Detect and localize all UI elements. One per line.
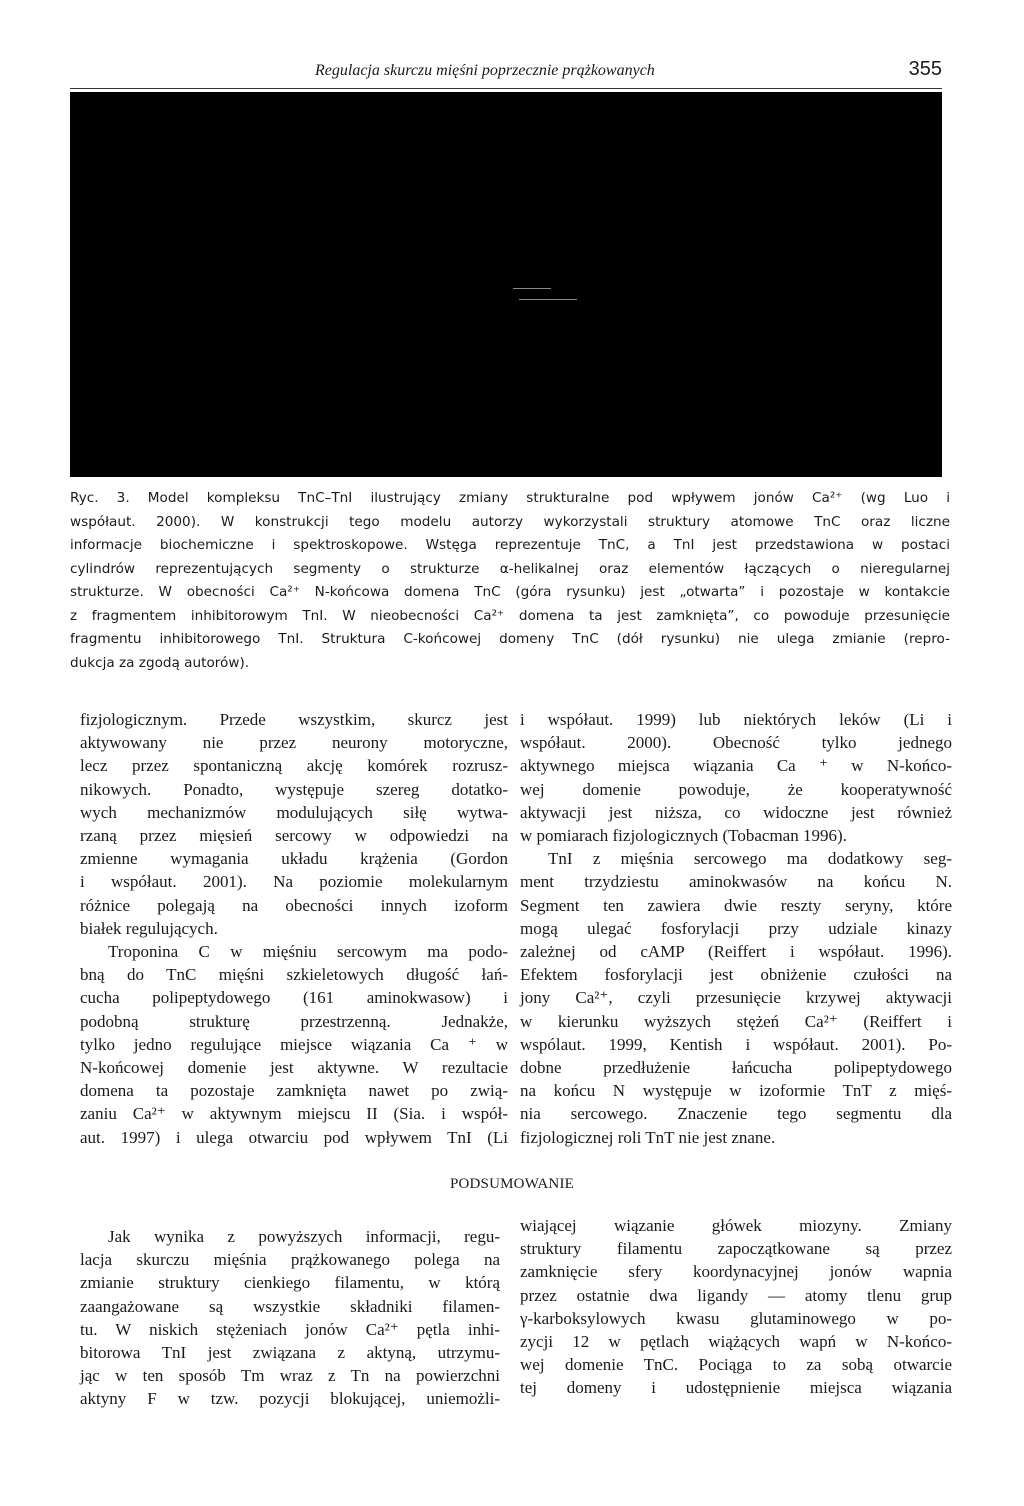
text-line: dobne przedłużenie łańcucha polipeptydowego xyxy=(520,1058,952,1078)
caption-line: strukturze. W obecności Ca²⁺ N-końcowa domena TnC (góra rysunku) jest „otwarta” i pozostaje w kontakcie xyxy=(70,584,950,600)
caption-line: cylindrów reprezentujących segmenty o strukturze α-helikalnej oraz elementów łączących o nieregularnej xyxy=(70,560,950,577)
figure-image xyxy=(70,92,942,477)
body-column-right xyxy=(520,708,952,1149)
text-line: jony Ca²⁺, czyli przesunięcie krzywej aktywacji xyxy=(520,988,952,1008)
summary-column-right xyxy=(520,1214,952,1400)
text-line: N-końcowej domenie jest aktywne. W rezultacie xyxy=(80,1058,508,1078)
text-line: nikowych. Ponadto, występuje szereg dotatko- xyxy=(80,779,508,799)
text-line: bitorowa TnI jest związana z aktyną, utrzymu- xyxy=(80,1343,500,1363)
text-line: bną do TnC mięśni szkieletowych długość łań- xyxy=(80,965,508,985)
text-line: zycji 12 w pętlach wiążących wapń w N-końco- xyxy=(520,1332,952,1352)
text-line: zaniu Ca²⁺ w aktywnym miejscu II (Sia. i współ- xyxy=(80,1104,508,1124)
text-line: zaangażowane są wszystkie składniki filamen- xyxy=(80,1296,500,1316)
text-line: i współaut. 2001). Na poziomie molekularnym xyxy=(80,872,508,892)
text-line: tu. W niskich stężeniach jonów Ca²⁺ pętla inhi- xyxy=(80,1319,500,1339)
text-line: jąc w ten sposób Tm wraz z Tn na powierzchni xyxy=(80,1366,500,1386)
text-line: aktyny F w tzw. pozycji blokującej, uniemożli- xyxy=(80,1389,500,1409)
running-title: Regulacja skurczu mięśni poprzecznie prążkowanych xyxy=(315,62,655,79)
text-line: wej domenie powoduje, że kooperatywność xyxy=(520,779,952,799)
page-number: 355 xyxy=(908,58,942,80)
text-line: na końcu N występuje w izoformie TnT z mięś- xyxy=(520,1081,952,1101)
figure-mark xyxy=(519,299,577,300)
text-line: ment trzydziestu aminokwasów na końcu N. xyxy=(520,872,952,892)
section-heading: PODSUMOWANIE xyxy=(449,1176,575,1192)
text-line: wspólaut. 1999, Kentish i współaut. 2001). Po- xyxy=(520,1034,952,1054)
text-line: TnI z mięśnia sercowego ma dodatkowy seg- xyxy=(548,849,952,869)
figure-caption xyxy=(70,487,950,675)
text-line: struktury filamentu zapoczątkowane są przez xyxy=(520,1239,952,1259)
text-line: zmienne wymagania układu krążenia (Gordon xyxy=(80,849,508,869)
text-line: mogą ulegać fosforylacji przy udziale kinazy xyxy=(520,918,952,938)
text-line: aktywowany nie przez neurony motoryczne, xyxy=(80,733,508,753)
text-line: Jak wynika z powyższych informacji, regu- xyxy=(108,1227,500,1246)
text-line: tylko jedno regulujące miejsce wiązania Ca ⁺ w xyxy=(80,1034,508,1054)
text-line: wych mechanizmów modulujących siłę wytwa- xyxy=(80,802,508,822)
text-line: zamknięcie sfery koordynacyjnej jonów wapnia xyxy=(520,1262,952,1282)
caption-line: informacje biochemiczne i spektroskopowe. Wstęga reprezentuje TnC, a TnI jest przedstawiona w postaci xyxy=(70,537,950,553)
text-line: lacja skurczu mięśnia prążkowanego polega na xyxy=(80,1250,500,1270)
text-line: przez ostatnie dwa ligandy — atomy tlenu grup xyxy=(520,1285,952,1305)
running-header xyxy=(70,58,942,89)
text-line: fizjologicznym. Przede wszystkim, skurcz jest xyxy=(80,710,508,729)
text-line: fizjologicznej roli TnT nie jest znane. xyxy=(520,1127,776,1147)
text-line: zmianie struktury cienkiego filamentu, w którą xyxy=(80,1273,500,1293)
text-line: aut. 1997) i ulega otwarciu pod wpływem TnI (Li xyxy=(80,1127,508,1147)
caption-line: Ryc. 3. Model kompleksu TnC–TnI ilustrujący zmiany strukturalne pod wpływem jonów Ca²⁺ (wg Luo i xyxy=(70,490,950,506)
text-line: domena ta pozostaje zamknięta nawet po zwią- xyxy=(80,1081,508,1101)
text-line: i współaut. 1999) lub niektórych leków (Li i xyxy=(520,710,952,729)
text-line: różnice polegają na obecności innych izoform xyxy=(80,895,508,915)
figure-mark xyxy=(513,288,551,289)
text-line: cucha polipeptydowego (161 aminokwasow) i xyxy=(80,988,508,1008)
text-line: zależnej od cAMP (Reiffert i współaut. 1996). xyxy=(520,942,952,962)
caption-line: z fragmentem inhibitorowym TnI. W nieobecności Ca²⁺ domena ta jest zamknięta”, co powoduje przesunięcie xyxy=(70,607,950,624)
text-line: w kierunku wyższych stężeń Ca²⁺ (Reiffert i xyxy=(520,1011,952,1031)
text-line: lecz przez spontaniczną akcję komórek rozrusz- xyxy=(80,756,508,776)
text-line: nia sercowego. Znaczenie tego segmentu dla xyxy=(520,1104,952,1124)
caption-line: dukcja za zgodą autorów). xyxy=(70,654,250,671)
text-line: γ-karboksylowych kwasu glutaminowego w po- xyxy=(520,1308,952,1328)
text-line: wej domenie TnC. Pociąga to za sobą otwarcie xyxy=(520,1355,952,1375)
text-line: białek regulujących. xyxy=(80,918,218,938)
text-line: aktywnego miejsca wiązania Ca ⁺ w N-końco- xyxy=(520,756,952,776)
text-line: współaut. 2000). Obecność tylko jednego xyxy=(520,733,952,753)
text-line: rzaną przez mięsień sercowy w odpowiedzi na xyxy=(80,826,508,846)
text-line: podobną strukturę przestrzenną. Jednakże, xyxy=(80,1011,508,1031)
text-line: tej domeny i udostępnienie miejsca wiązania xyxy=(520,1378,952,1398)
text-line: Segment ten zawiera dwie reszty seryny, które xyxy=(520,895,952,915)
text-line: w pomiarach fizjologicznych (Tobacman 1996). xyxy=(520,826,847,846)
body-column-left xyxy=(80,708,508,1149)
text-line: Troponina C w mięśniu sercowym ma podo- xyxy=(108,942,508,962)
text-line: wiającej wiązanie główek miozyny. Zmiany xyxy=(520,1216,952,1235)
caption-line: fragmentu inhibitorowego TnI. Struktura C-końcowej domeny TnC (dół rysunku) nie ulega zmianie (repro- xyxy=(70,631,950,647)
text-line: Efektem fosforylacji jest obniżenie czułości na xyxy=(520,965,952,985)
caption-line: współaut. 2000). W konstrukcji tego modelu autorzy wykorzystali struktury atomowe TnC oraz liczne xyxy=(70,513,950,530)
text-line: aktywacji jest niższa, co widoczne jest również xyxy=(520,802,952,822)
summary-column-left xyxy=(80,1225,500,1411)
